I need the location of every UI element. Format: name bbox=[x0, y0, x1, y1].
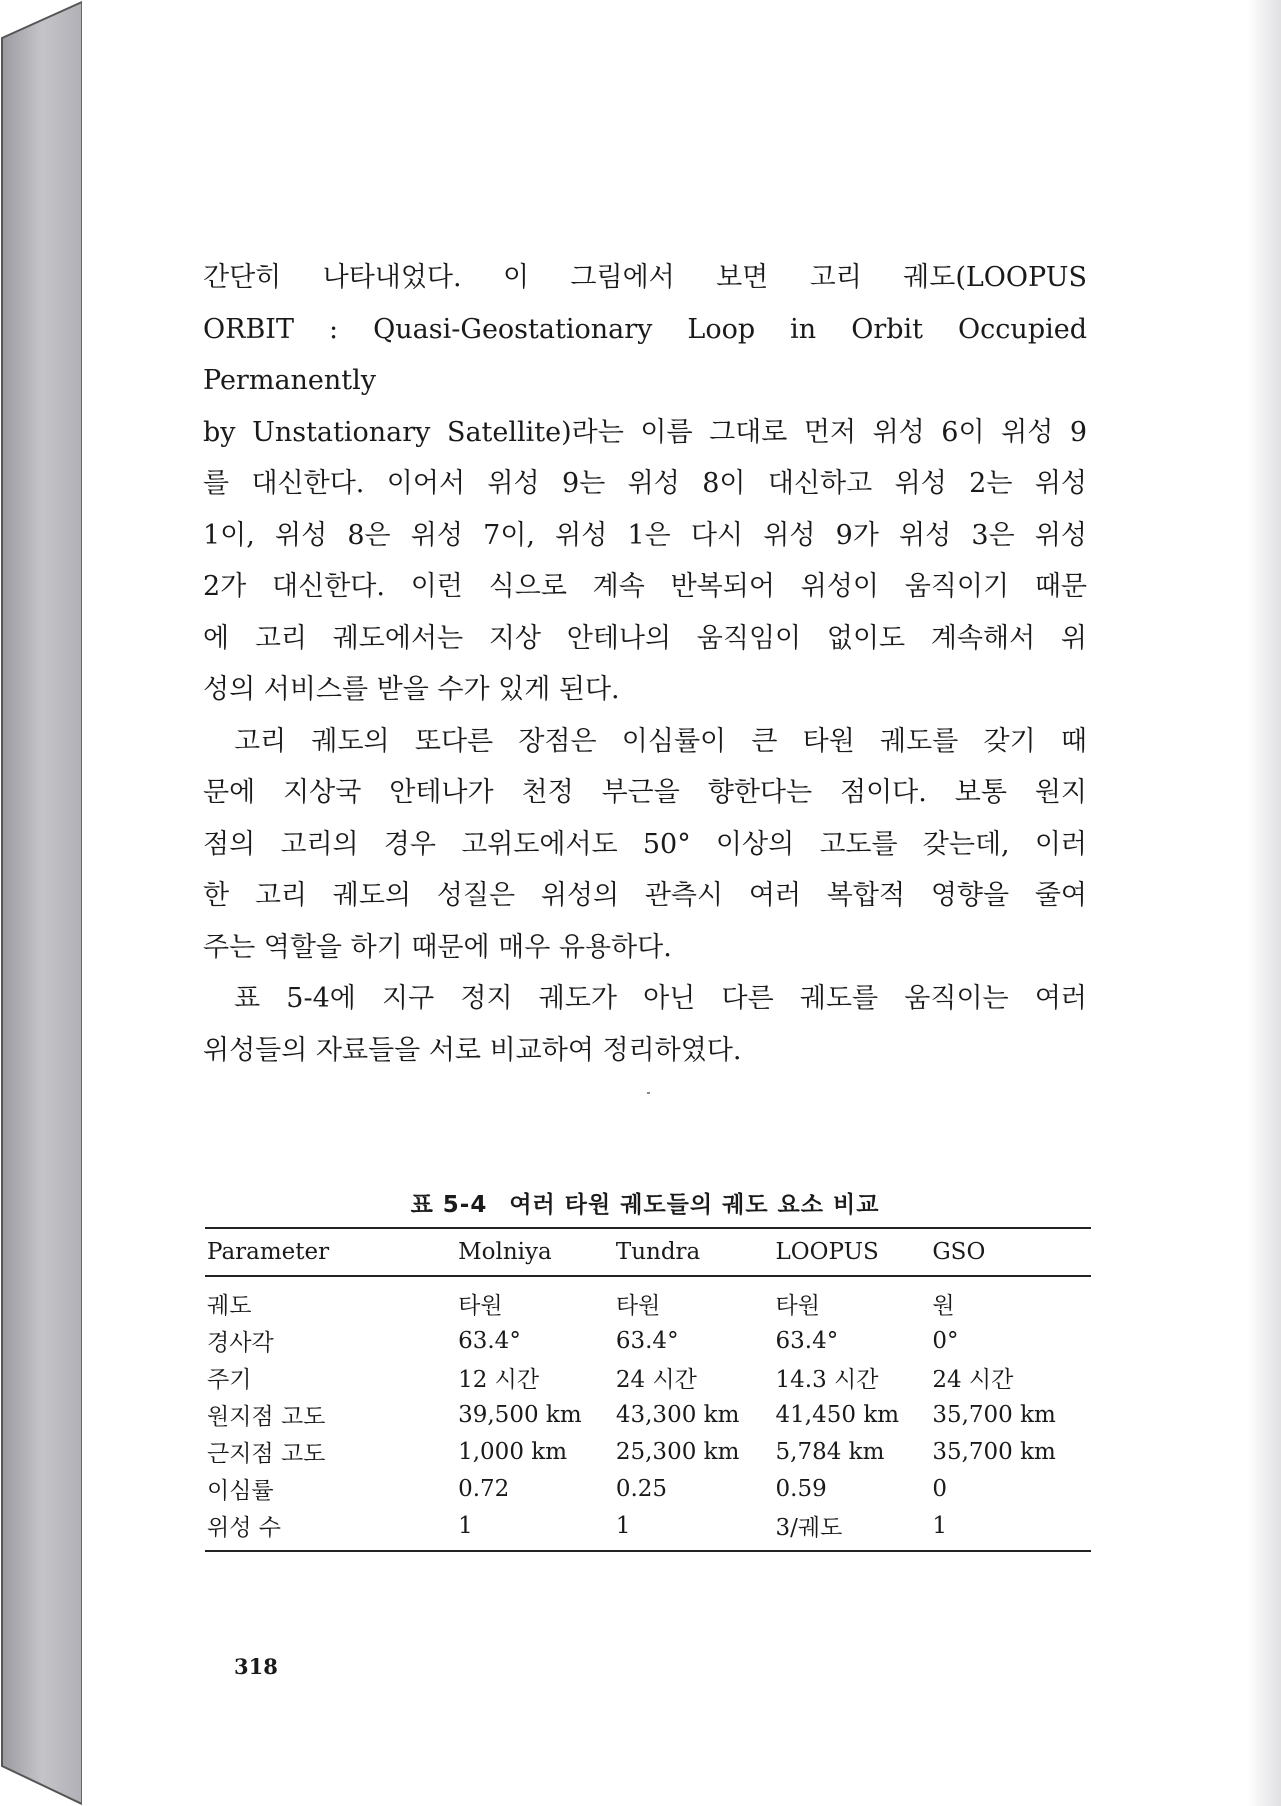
table-cell: 25,300 km bbox=[615, 1438, 740, 1465]
text-line: 주는 역할을 하기 때문에 매우 유용하다. bbox=[203, 931, 672, 963]
table-header-cell: Molniya bbox=[456, 1228, 614, 1276]
text-line: by Unstationary Satellite)라는 이름 그대로 먼저 위성 6이 위성 9 bbox=[203, 416, 1087, 448]
paragraph-3 bbox=[203, 973, 1087, 1076]
table-cell: 24 시간 bbox=[932, 1367, 1014, 1393]
table-cell: 위성 수 bbox=[205, 1507, 456, 1551]
text-line: ORBIT : Quasi-Geostationary Loop in Orbit Occupied Permanently bbox=[203, 313, 1087, 396]
table-caption-label: 표 5-4 bbox=[410, 1192, 488, 1218]
table-header-cell: LOOPUS bbox=[774, 1228, 931, 1276]
table-cell: 이심률 bbox=[207, 1478, 274, 1504]
table-row bbox=[205, 1359, 1091, 1396]
table-row bbox=[205, 1507, 1091, 1551]
page-edge-shadow bbox=[1247, 0, 1281, 1806]
text-line: 문에 지상국 안테나가 천정 부근을 향한다는 점이다. 보통 원지 bbox=[203, 777, 1087, 808]
table-cell: 43,300 km bbox=[615, 1401, 740, 1428]
table-cell: 63.4° bbox=[775, 1327, 839, 1354]
table-cell: 0° bbox=[932, 1327, 959, 1354]
table-cell: 24 시간 bbox=[615, 1367, 697, 1393]
table-row bbox=[205, 1396, 1091, 1433]
table-cell: 타원 bbox=[615, 1293, 661, 1319]
table-caption bbox=[203, 1186, 1087, 1219]
table-row bbox=[205, 1470, 1091, 1507]
table-row bbox=[205, 1433, 1091, 1470]
table-cell: 1 bbox=[614, 1507, 774, 1551]
table-cell: 1,000 km bbox=[458, 1438, 568, 1465]
paragraph-2 bbox=[203, 716, 1087, 974]
text-line: 점의 고리의 경우 고위도에서도 50° 이상의 고도를 갖는데, 이러 bbox=[203, 828, 1087, 860]
table-cell: 35,700 km bbox=[932, 1401, 1056, 1428]
table-cell: 원 bbox=[932, 1293, 955, 1319]
table-caption-text: 여러 타원 궤도들의 궤도 요소 비교 bbox=[509, 1192, 880, 1218]
table-cell: 원지점 고도 bbox=[207, 1404, 326, 1430]
table-cell: 5,784 km bbox=[775, 1438, 885, 1465]
table-row bbox=[205, 1322, 1091, 1359]
table-cell: 63.4° bbox=[615, 1327, 679, 1354]
table-cell: 0.59 bbox=[775, 1475, 827, 1502]
table-cell: 63.4° bbox=[458, 1327, 521, 1354]
table-cell: 0 bbox=[932, 1475, 947, 1502]
body-text bbox=[203, 252, 1087, 1076]
table-header-cell: Tundra bbox=[614, 1228, 774, 1276]
page-number: 318 bbox=[234, 1654, 278, 1679]
table-cell: 14.3 시간 bbox=[775, 1367, 879, 1393]
text-line: 2가 대신한다. 이런 식으로 계속 반복되어 위성이 움직이기 때문 bbox=[203, 571, 1087, 602]
text-line: 고리 궤도의 또다른 장점은 이심률이 큰 타원 궤도를 갖기 때 bbox=[234, 725, 1087, 757]
table-header-cell: Parameter bbox=[205, 1228, 456, 1276]
text-line: 성의 서비스를 받을 수가 있게 된다. bbox=[203, 674, 620, 705]
table-cell: 39,500 km bbox=[458, 1401, 582, 1428]
table-cell: 타원 bbox=[775, 1293, 820, 1319]
table-row bbox=[205, 1276, 1091, 1322]
paragraph-1 bbox=[203, 252, 1087, 716]
table-cell: 근지점 고도 bbox=[207, 1441, 326, 1467]
table-cell: 41,450 km bbox=[775, 1401, 900, 1428]
table-cell: 경사각 bbox=[207, 1330, 274, 1356]
text-line: 에 고리 궤도에서는 지상 안테나의 움직임이 없이도 계속해서 위 bbox=[203, 622, 1087, 654]
table-cell: 궤도 bbox=[207, 1293, 252, 1319]
text-line: 위성들의 자료들을 서로 비교하여 정리하였다. bbox=[203, 1034, 742, 1066]
table-header-row bbox=[205, 1228, 1091, 1276]
table-cell: 1 bbox=[456, 1507, 614, 1551]
table-cell: 0.25 bbox=[615, 1475, 668, 1502]
text-line: 한 고리 궤도의 성질은 위성의 관측시 여러 복합적 영향을 줄여 bbox=[203, 880, 1087, 911]
table-cell: 0.72 bbox=[458, 1475, 510, 1502]
table-cell: 12 시간 bbox=[458, 1367, 540, 1393]
table-cell: 3/궤도 bbox=[774, 1507, 931, 1551]
text-line: 1이, 위성 8은 위성 7이, 위성 1은 다시 위성 9가 위성 3은 위성 bbox=[203, 519, 1087, 551]
table-cell: 1 bbox=[930, 1507, 1091, 1551]
text-line: 간단히 나타내었다. 이 그림에서 보면 고리 궤도(LOOPUS bbox=[203, 262, 1088, 293]
table-cell: 주기 bbox=[207, 1367, 252, 1393]
text-line: 표 5-4에 지구 정지 궤도가 아닌 다른 궤도를 움직이는 여러 bbox=[234, 983, 1087, 1014]
table-cell: 35,700 km bbox=[932, 1438, 1056, 1465]
table-header-cell: GSO bbox=[930, 1228, 1091, 1276]
speck bbox=[647, 1092, 650, 1094]
table-cell: 타원 bbox=[458, 1293, 503, 1319]
text-line: 를 대신한다. 이어서 위성 9는 위성 8이 대신하고 위성 2는 위성 bbox=[203, 468, 1087, 499]
orbit-parameters-table bbox=[205, 1227, 1091, 1552]
